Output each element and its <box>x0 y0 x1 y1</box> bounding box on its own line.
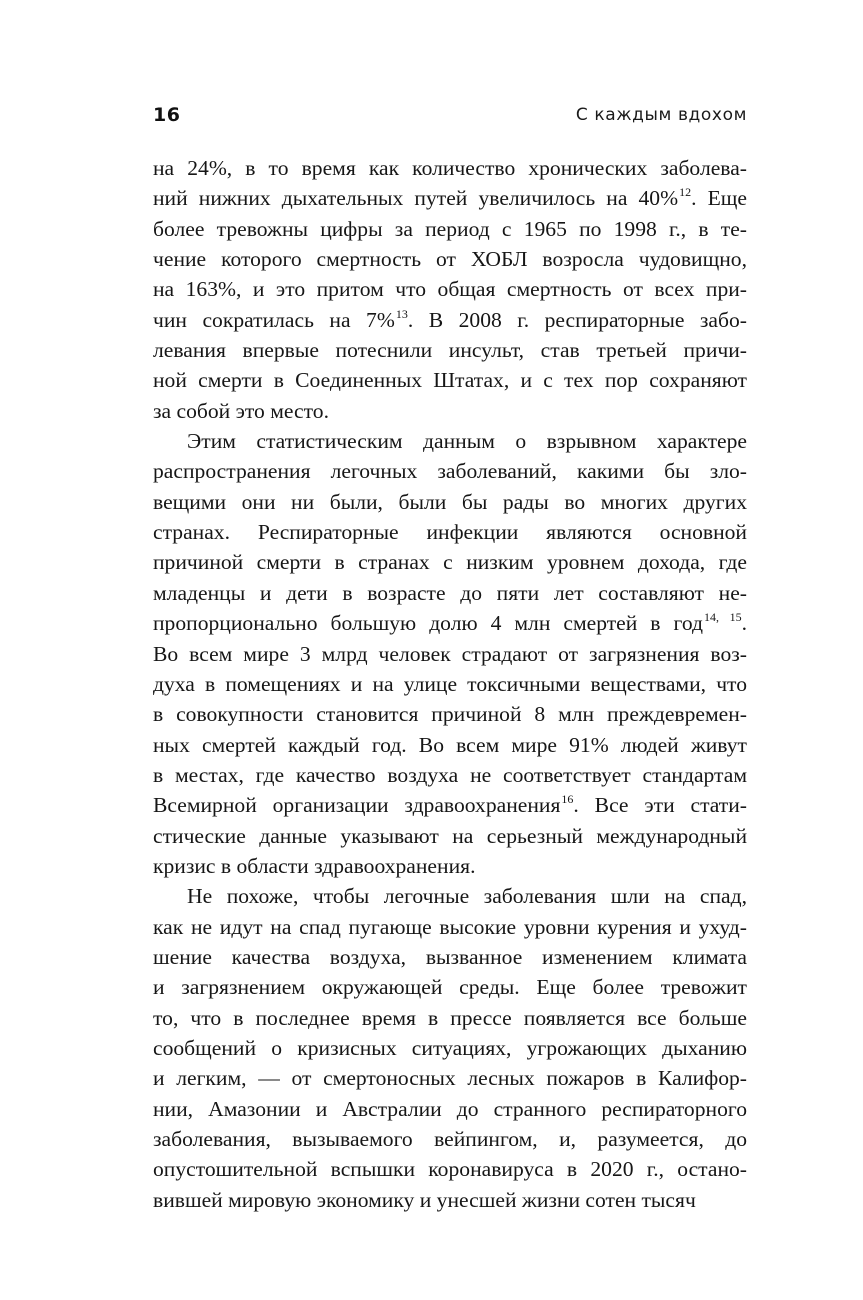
text-segment: ний нижних дыхательных путей увеличилось на 40% <box>153 186 679 211</box>
text-line <box>153 821 747 851</box>
text-segment: и легким, — от смертоносных лесных пожаров в Калифор- <box>153 1066 747 1091</box>
text-segment: в совокупности становится причиной 8 млн преждевремен- <box>153 702 747 727</box>
text-segment: то, что в последнее время в прессе появляется все больше <box>153 1005 747 1030</box>
paragraph <box>153 426 747 881</box>
text-line <box>153 456 747 486</box>
text-segment: ной смерти в Соединенных Штатах, и с тех пор сохраняют <box>153 368 747 393</box>
text-segment: как не идут на спад пугающе высокие уровни курения и ухуд- <box>153 914 747 939</box>
text-segment: . Еще <box>691 186 748 211</box>
text-segment: духа в помещениях и на улице токсичными веществами, что <box>153 671 747 696</box>
text-line <box>153 183 747 213</box>
text-line <box>153 972 747 1002</box>
text-segment: . Все эти стати- <box>573 793 747 818</box>
text-segment: на 24%, в то время как количество хронических заболева- <box>153 156 747 180</box>
text-line <box>153 335 747 365</box>
text-line <box>153 1063 747 1093</box>
text-line <box>153 1154 747 1184</box>
text-segment: чин сократилась на 7% <box>153 307 395 332</box>
text-line <box>153 517 747 547</box>
text-segment: стические данные указывают на серьезный международный <box>153 823 747 848</box>
footnote-reference: 16 <box>561 792 574 807</box>
text-segment: Не похоже, чтобы легочные заболевания шли на спад, <box>187 884 747 909</box>
text-segment: сообщений о кризисных ситуациях, угрожающих дыханию <box>153 1035 747 1060</box>
text-line <box>153 214 747 244</box>
footnote-reference: 14, 15 <box>703 610 742 625</box>
paragraph <box>153 881 747 1215</box>
text-segment: на 163%, и это притом что общая смертность от всех при- <box>153 277 747 302</box>
page-header <box>153 104 747 132</box>
text-line <box>153 244 747 274</box>
text-line <box>153 305 747 335</box>
text-line <box>153 578 747 608</box>
text-segment: вившей мировую экономику и унесшей жизни сотен тысяч <box>153 1187 696 1212</box>
text-segment: Во всем мире 3 млрд человек страдают от загрязнения воз- <box>153 641 747 666</box>
text-line <box>153 1003 747 1033</box>
text-segment: младенцы и дети в возрасте до пяти лет составляют не- <box>153 580 747 605</box>
text-segment: странах. Респираторные инфекции являются основной <box>153 520 747 545</box>
text-line <box>153 487 747 517</box>
text-segment: распространения легочных заболеваний, какими бы зло- <box>153 459 747 484</box>
text-segment: причиной смерти в странах с низким уровнем дохода, где <box>153 550 747 575</box>
text-line <box>153 1124 747 1154</box>
text-segment: Этим статистическим данным о взрывном характере <box>187 429 747 454</box>
text-line <box>153 396 747 426</box>
running-title: С каждым вдохом <box>575 105 747 125</box>
text-line <box>153 942 747 972</box>
text-line <box>153 730 747 760</box>
text-segment: Всемирной организации здравоохранения <box>153 793 561 818</box>
text-segment: левания впервые потеснили инсульт, став третьей причи- <box>153 338 747 363</box>
text-segment: шение качества воздуха, вызванное изменением климата <box>153 944 747 969</box>
text-line <box>153 608 747 638</box>
text-segment: заболевания, вызываемого вейпингом, и, разумеется, до <box>153 1127 747 1151</box>
text-line <box>153 851 747 881</box>
text-line <box>153 639 747 669</box>
text-line <box>153 1185 747 1215</box>
page-number: 16 <box>153 104 181 126</box>
body-text <box>153 153 747 1215</box>
text-segment: чение которого смертность от ХОБЛ возросла чудовищно, <box>153 247 747 272</box>
footnote-reference: 12 <box>679 185 692 200</box>
text-segment: ных смертей каждый год. Во всем мире 91% людей живут <box>153 732 747 757</box>
text-line <box>153 1033 747 1063</box>
text-line <box>153 760 747 790</box>
text-line <box>153 547 747 577</box>
text-segment: кризис в области здравоохранения. <box>153 853 476 878</box>
text-line <box>153 790 747 820</box>
text-line <box>153 881 747 911</box>
text-line <box>153 153 747 183</box>
text-line <box>153 365 747 395</box>
text-line <box>153 274 747 304</box>
text-line <box>153 669 747 699</box>
text-segment: нии, Амазонии и Австралии до странного респираторного <box>153 1096 747 1121</box>
text-segment: . <box>741 611 747 636</box>
text-segment: более тревожны цифры за период с 1965 по 1998 г., в те- <box>153 216 747 241</box>
text-line <box>153 699 747 729</box>
text-line <box>153 1094 747 1124</box>
text-segment: пропорционально большую долю 4 млн смертей в год <box>153 611 703 636</box>
text-line <box>153 912 747 942</box>
text-segment: опустошительной вспышки коронавируса в 2020 г., остано- <box>153 1157 747 1182</box>
text-segment: и загрязнением окружающей среды. Еще более тревожит <box>153 975 747 1000</box>
text-segment: . В 2008 г. респираторные забо- <box>407 307 747 332</box>
text-segment: вещими они ни были, были бы рады во многих других <box>153 489 747 514</box>
footnote-reference: 13 <box>395 306 408 321</box>
paragraph <box>153 153 747 426</box>
text-line <box>153 426 747 456</box>
text-segment: в местах, где качество воздуха не соответствует стандартам <box>153 762 747 787</box>
text-segment: за собой это место. <box>153 398 329 423</box>
